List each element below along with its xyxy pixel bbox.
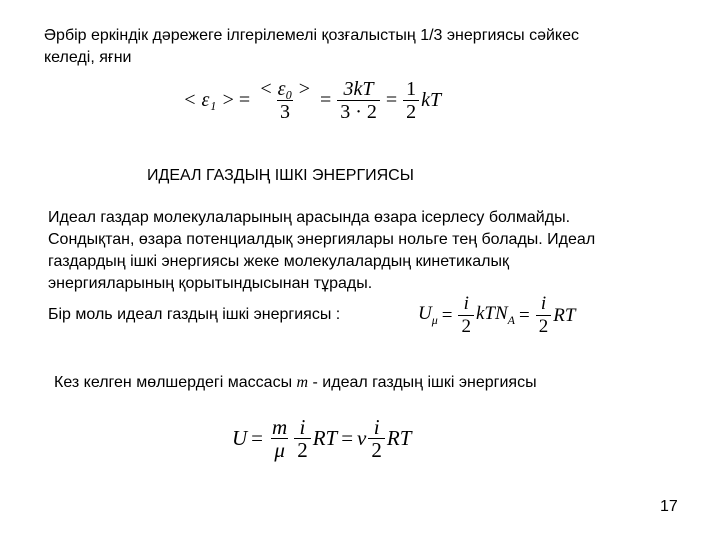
formula1-lhs: < ε₁ > bbox=[183, 89, 235, 111]
formula1-eq-1: = bbox=[238, 89, 251, 111]
formula1-f1-num: < ε₀ > bbox=[259, 78, 311, 100]
formula1-tail: kT bbox=[421, 89, 442, 111]
formula-energy-per-degree bbox=[183, 78, 441, 123]
mole-lhs: $U_\mu$ bbox=[418, 303, 438, 327]
formula3-fraction-2 bbox=[294, 416, 311, 461]
formula1-eq-3: = bbox=[385, 89, 398, 111]
formula1-fraction-1 bbox=[256, 78, 314, 123]
formula1-f2-den: 3 · 2 bbox=[337, 100, 380, 123]
mole-energy-label: Бір моль идеал газдың ішкі энергиясы : bbox=[48, 306, 341, 323]
formula1-eq-2: = bbox=[319, 89, 332, 111]
mole-f1-num: i bbox=[463, 293, 469, 314]
formula1-fraction-2 bbox=[337, 78, 380, 123]
formula1-f3-num: 1 bbox=[406, 78, 417, 100]
formula3-nu: ν bbox=[357, 426, 367, 450]
paragraph-line-4: энергияларының қорытындысынан тұрады. bbox=[48, 275, 373, 292]
formula3-f3-num: i bbox=[373, 415, 380, 439]
intro-line-2: келеді, яғни bbox=[44, 49, 132, 66]
formula-mole-energy: $U_\mu$ = $\frac{i}{2}$ kTN$_A$ = $\frac{i}{2}$ RT bbox=[418, 293, 576, 337]
formula3-f2-den: 2 bbox=[294, 438, 311, 461]
intro-line-1: Әрбір еркіндік дәрежеге ілгерілемелі қозғалыстың 1/3 энергиясы сәйкес bbox=[44, 27, 579, 44]
mole-f2-num: i bbox=[540, 293, 547, 314]
mole-f2-den: 2 bbox=[536, 315, 552, 338]
mole-tail: RT bbox=[553, 304, 576, 326]
formula-mass-energy: U = $\frac{m}{\mu}$ $\frac{i}{2}$ RT = ν $\frac{i}{2}$ RT bbox=[232, 415, 412, 462]
formula3-fraction-1 bbox=[269, 416, 290, 461]
formula1-f3-den: 2 bbox=[403, 100, 419, 123]
formula3-mid: RT bbox=[312, 426, 338, 450]
formula1-f2-num: 3kT bbox=[343, 78, 374, 100]
page-number: 17 bbox=[660, 498, 678, 515]
mole-f1-den: 2 bbox=[458, 315, 474, 338]
formula3-f2-num: i bbox=[299, 415, 306, 439]
mole-mid: kTN$_A$ bbox=[475, 303, 516, 327]
section-heading: ИДЕАЛ ГАЗДЫҢ ІШКІ ЭНЕРГИЯСЫ bbox=[147, 167, 414, 184]
formula3-f1-den: μ bbox=[271, 438, 288, 461]
mass-energy-label: Кез келген мөлшердегі массасы m - идеал газдың ішкі энергиясы bbox=[54, 374, 537, 391]
mole-fraction-1 bbox=[458, 293, 474, 338]
formula3-f1-num: m bbox=[272, 415, 288, 439]
paragraph-line-3: газдардың ішкі энергиясы жеке молекулалардың кинетикалық bbox=[48, 253, 509, 270]
mole-fraction-2 bbox=[536, 293, 552, 338]
formula3-tail: RT bbox=[386, 426, 412, 450]
formula3-f3-den: 2 bbox=[368, 438, 385, 461]
mass-symbol: m bbox=[296, 374, 309, 391]
paragraph-line-2: Сондықтан, өзара потенциалдық энергиялары нольге тең болады. Идеал bbox=[48, 231, 596, 248]
paragraph-line-1: Идеал газдар молекулаларының арасында өзара іcерлесу болмайды. bbox=[48, 209, 571, 226]
formula3-fraction-3 bbox=[368, 416, 385, 461]
formula3-lhs: U bbox=[232, 426, 248, 450]
formula1-fraction-3 bbox=[403, 78, 419, 123]
formula1-f1-den: 3 bbox=[277, 100, 293, 123]
